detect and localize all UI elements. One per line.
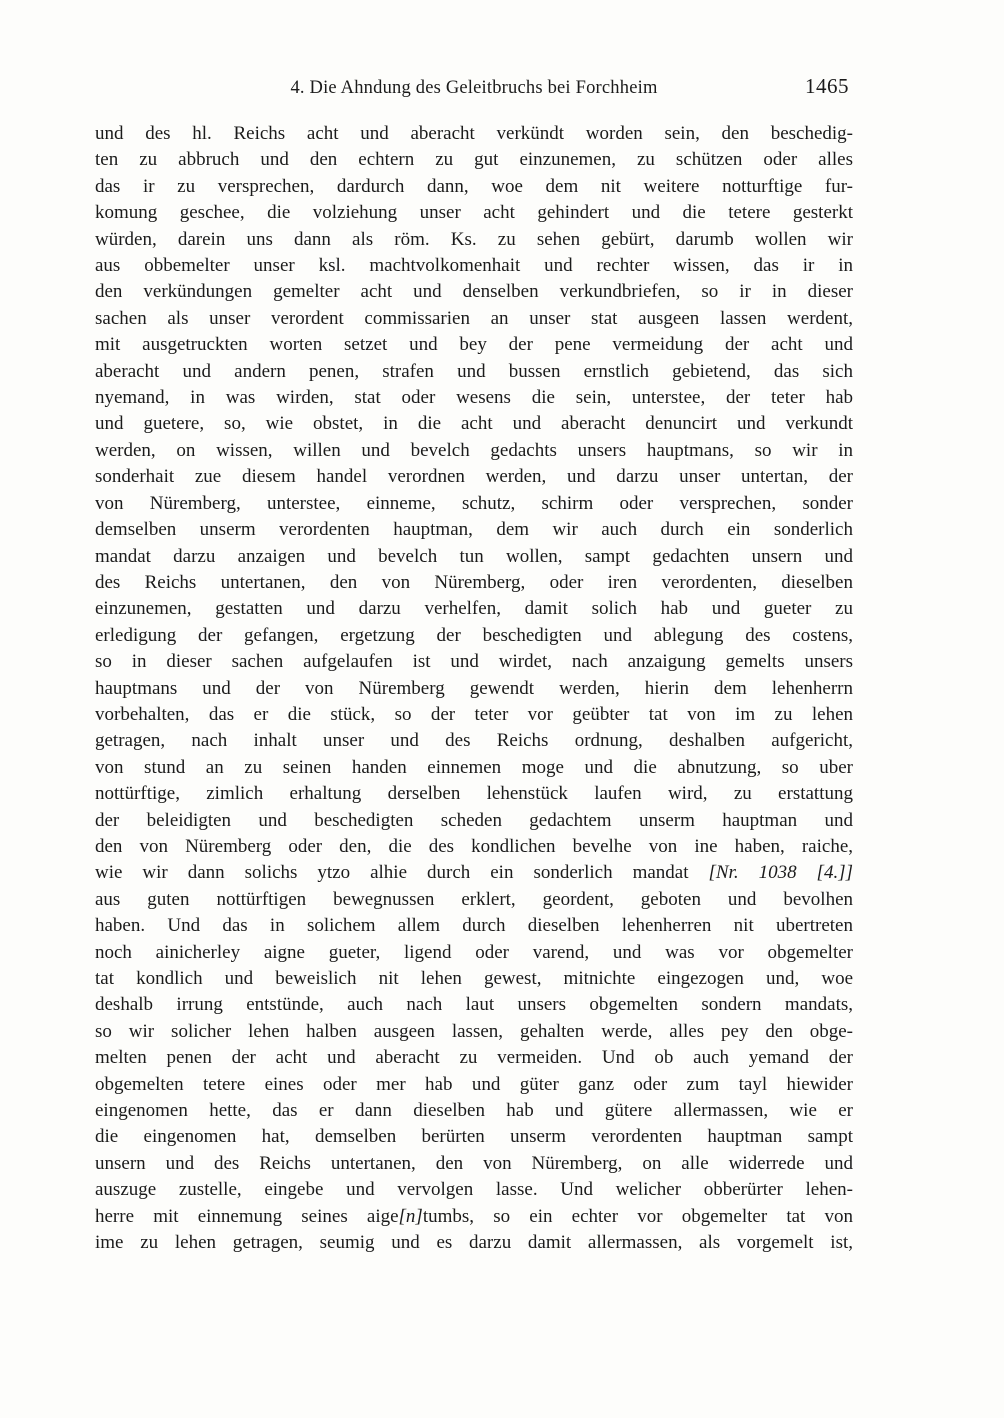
text-line (95, 1230, 853, 1256)
text-segment: tumbs, so ein echter vor obgemelter tat von (422, 1205, 853, 1227)
text-line (95, 1177, 853, 1203)
running-header-title: 4. Die Ahndung des Geleitbruchs bei Forchheim (290, 78, 658, 98)
text-segment: sonderhait zue diesem handel verordnen werden, und darzu unser untertan, der (95, 466, 853, 488)
text-segment: einzunemen, gestatten und darzu verhelfen, damit solich hab und gueter zu (95, 598, 853, 620)
text-line (95, 200, 853, 226)
text-segment: auszuge zustelle, eingebe und vervolgen lasse. Und welicher obberürter lehen- (95, 1179, 853, 1201)
text-line (95, 147, 853, 173)
text-line (95, 464, 853, 490)
text-segment: mit ausgetruckten worten setzet und bey der pene vermeidung der acht und (95, 334, 853, 356)
text-line (95, 517, 853, 543)
text-line (95, 1204, 853, 1230)
text-segment: noch ainicherley aigne gueter, ligend oder varend, und was vor obgemelter (95, 941, 853, 963)
text-segment: unsern und des Reichs untertanen, den von Nüremberg, on alle widerrede und (95, 1152, 853, 1174)
text-line (95, 728, 853, 754)
text-line (95, 860, 853, 886)
text-segment: hauptmans und der von Nüremberg gewendt werden, hierin dem lehenherrn (95, 677, 853, 699)
text-line (95, 940, 853, 966)
text-line (95, 438, 853, 464)
text-line (95, 121, 853, 147)
text-line (95, 1019, 853, 1045)
body-text (95, 121, 853, 1256)
text-line (95, 649, 853, 675)
text-line (95, 570, 853, 596)
text-segment: aberacht und andern penen, strafen und bussen ernstlich gebietend, das sich (95, 360, 853, 382)
text-segment: erledigung der gefangen, ergetzung der beschedigten und ablegung des costens, (95, 624, 853, 646)
text-segment: deshalb irrung entstünde, auch nach laut unsers obgemelten sondern mandats, (95, 994, 853, 1016)
text-block (95, 76, 853, 1256)
text-line (95, 174, 853, 200)
text-line (95, 755, 853, 781)
text-line (95, 332, 853, 358)
text-line (95, 544, 853, 570)
text-segment: so wir solicher lehen halben ausgeen lassen, gehalten werde, alles pey den obge- (95, 1020, 853, 1042)
text-segment: getragen, nach inhalt unser und des Reichs ordnung, deshalben aufgericht, (95, 730, 853, 752)
text-line (95, 913, 853, 939)
text-line (95, 887, 853, 913)
text-segment: mandat darzu anzaigen und bevelch tun wollen, sampt gedachten unsern und (95, 545, 853, 567)
text-segment: werden, on wissen, willen und bevelch gedachts unsers hauptmans, so wir in (95, 439, 853, 461)
text-segment: von Nüremberg, unterstee, einneme, schutz, schirm oder versprechen, sonder (95, 492, 853, 514)
text-segment: haben. Und das in solichem allem durch dieselben lehenherren nit ubertreten (95, 915, 853, 937)
text-line (95, 834, 853, 860)
text-line (95, 781, 853, 807)
text-line (95, 306, 853, 332)
text-segment: aus guten nottürftigen bewegnussen erklert, geordent, geboten und bevolhen (95, 888, 853, 910)
text-segment: herre mit einnemung seines aige (95, 1205, 399, 1227)
text-segment: so in dieser sachen aufgelaufen ist und wirdet, nach anzaigung gemelts unsers (95, 651, 853, 673)
text-line (95, 1045, 853, 1071)
text-line (95, 227, 853, 253)
text-line (95, 279, 853, 305)
text-segment: die eingenomen hat, demselben berürten unserm verordenten hauptman sampt (95, 1126, 853, 1148)
text-segment: melten penen der acht und aberacht zu vermeiden. Und ob auch yemand der (95, 1047, 853, 1069)
text-segment: komung geschee, die volziehung unser acht gehindert und die tetere gesterkt (95, 202, 853, 224)
text-segment: das ir zu versprechen, dardurch dann, woe dem nit weitere notturftige fur- (95, 175, 853, 197)
page-number: 1465 (805, 74, 849, 98)
text-segment: und des hl. Reichs acht und aberacht verkündt worden sein, den beschedig- (95, 123, 853, 144)
text-line (95, 1151, 853, 1177)
editorial-insertion: [n] (398, 1205, 423, 1227)
text-segment: ime zu lehen getragen, seumig und es darzu damit allermassen, als vorgemelt ist, (95, 1232, 853, 1254)
text-line (95, 992, 853, 1018)
text-line (95, 676, 853, 702)
text-line (95, 253, 853, 279)
text-segment: den von Nüremberg oder den, die des kondlichen bevelhe von ine haben, raiche, (95, 835, 853, 857)
text-segment: von stund an zu seinen handen einnemen moge und die abnutzung, so uber (95, 756, 853, 778)
text-segment: nottürftige, zimlich erhaltung derselben lehenstück laufen wird, zu erstattung (95, 783, 853, 805)
text-segment: der beleidigten und beschedigten scheden gedachtem unserm hauptman und (95, 809, 853, 831)
text-line (95, 808, 853, 834)
text-segment: demselben unserm verordenten hauptman, dem wir auch durch ein sonderlich (95, 519, 853, 541)
text-line (95, 1124, 853, 1150)
text-segment: vorbehalten, das er die stück, so der teter vor geübter tat von im zu lehen (95, 703, 853, 725)
text-line (95, 411, 853, 437)
text-line (95, 702, 853, 728)
text-segment: obgemelten tetere eines oder mer hab und güter ganz oder zum tayl hiewider (95, 1073, 853, 1095)
page-header (95, 76, 853, 100)
text-segment: ten zu abbruch und den echtern zu gut einzunemen, zu schützen oder alles (95, 149, 853, 171)
text-line (95, 385, 853, 411)
text-segment: nyemand, in was wirden, stat oder wesens die sein, unterstee, der teter hab (95, 387, 853, 409)
text-line (95, 1098, 853, 1124)
text-segment: des Reichs untertanen, den von Nüremberg, oder iren verordenten, dieselben (95, 571, 853, 593)
text-line (95, 966, 853, 992)
editorial-insertion: [Nr. 1038 [4.]] (708, 862, 853, 884)
text-line (95, 623, 853, 649)
text-line (95, 359, 853, 385)
text-segment: wie wir dann solichs ytzo alhie durch ein sonderlich mandat (95, 862, 709, 884)
text-segment: und guetere, so, wie obstet, in die acht und aberacht denuncirt und verkundt (95, 413, 853, 435)
text-segment: würden, darein uns dann als röm. Ks. zu sehen gebürt, darumb wollen wir (95, 228, 853, 250)
text-segment: den verkündungen gemelter acht und denselben verkundbriefen, so ir in dieser (95, 281, 853, 303)
text-segment: aus obbemelter unser ksl. machtvolkomenhait und rechter wissen, das ir in (95, 255, 853, 277)
text-line (95, 1072, 853, 1098)
text-line (95, 596, 853, 622)
text-segment: sachen als unser verordent commissarien an unser stat ausgeen lassen werdent, (95, 307, 853, 329)
text-segment: tat kondlich und beweislich nit lehen gewest, mitnichte eingezogen und, woe (95, 968, 853, 989)
text-segment: eingenomen hette, das er dann dieselben hab und gütere allermassen, wie er (95, 1100, 853, 1122)
text-line (95, 491, 853, 517)
